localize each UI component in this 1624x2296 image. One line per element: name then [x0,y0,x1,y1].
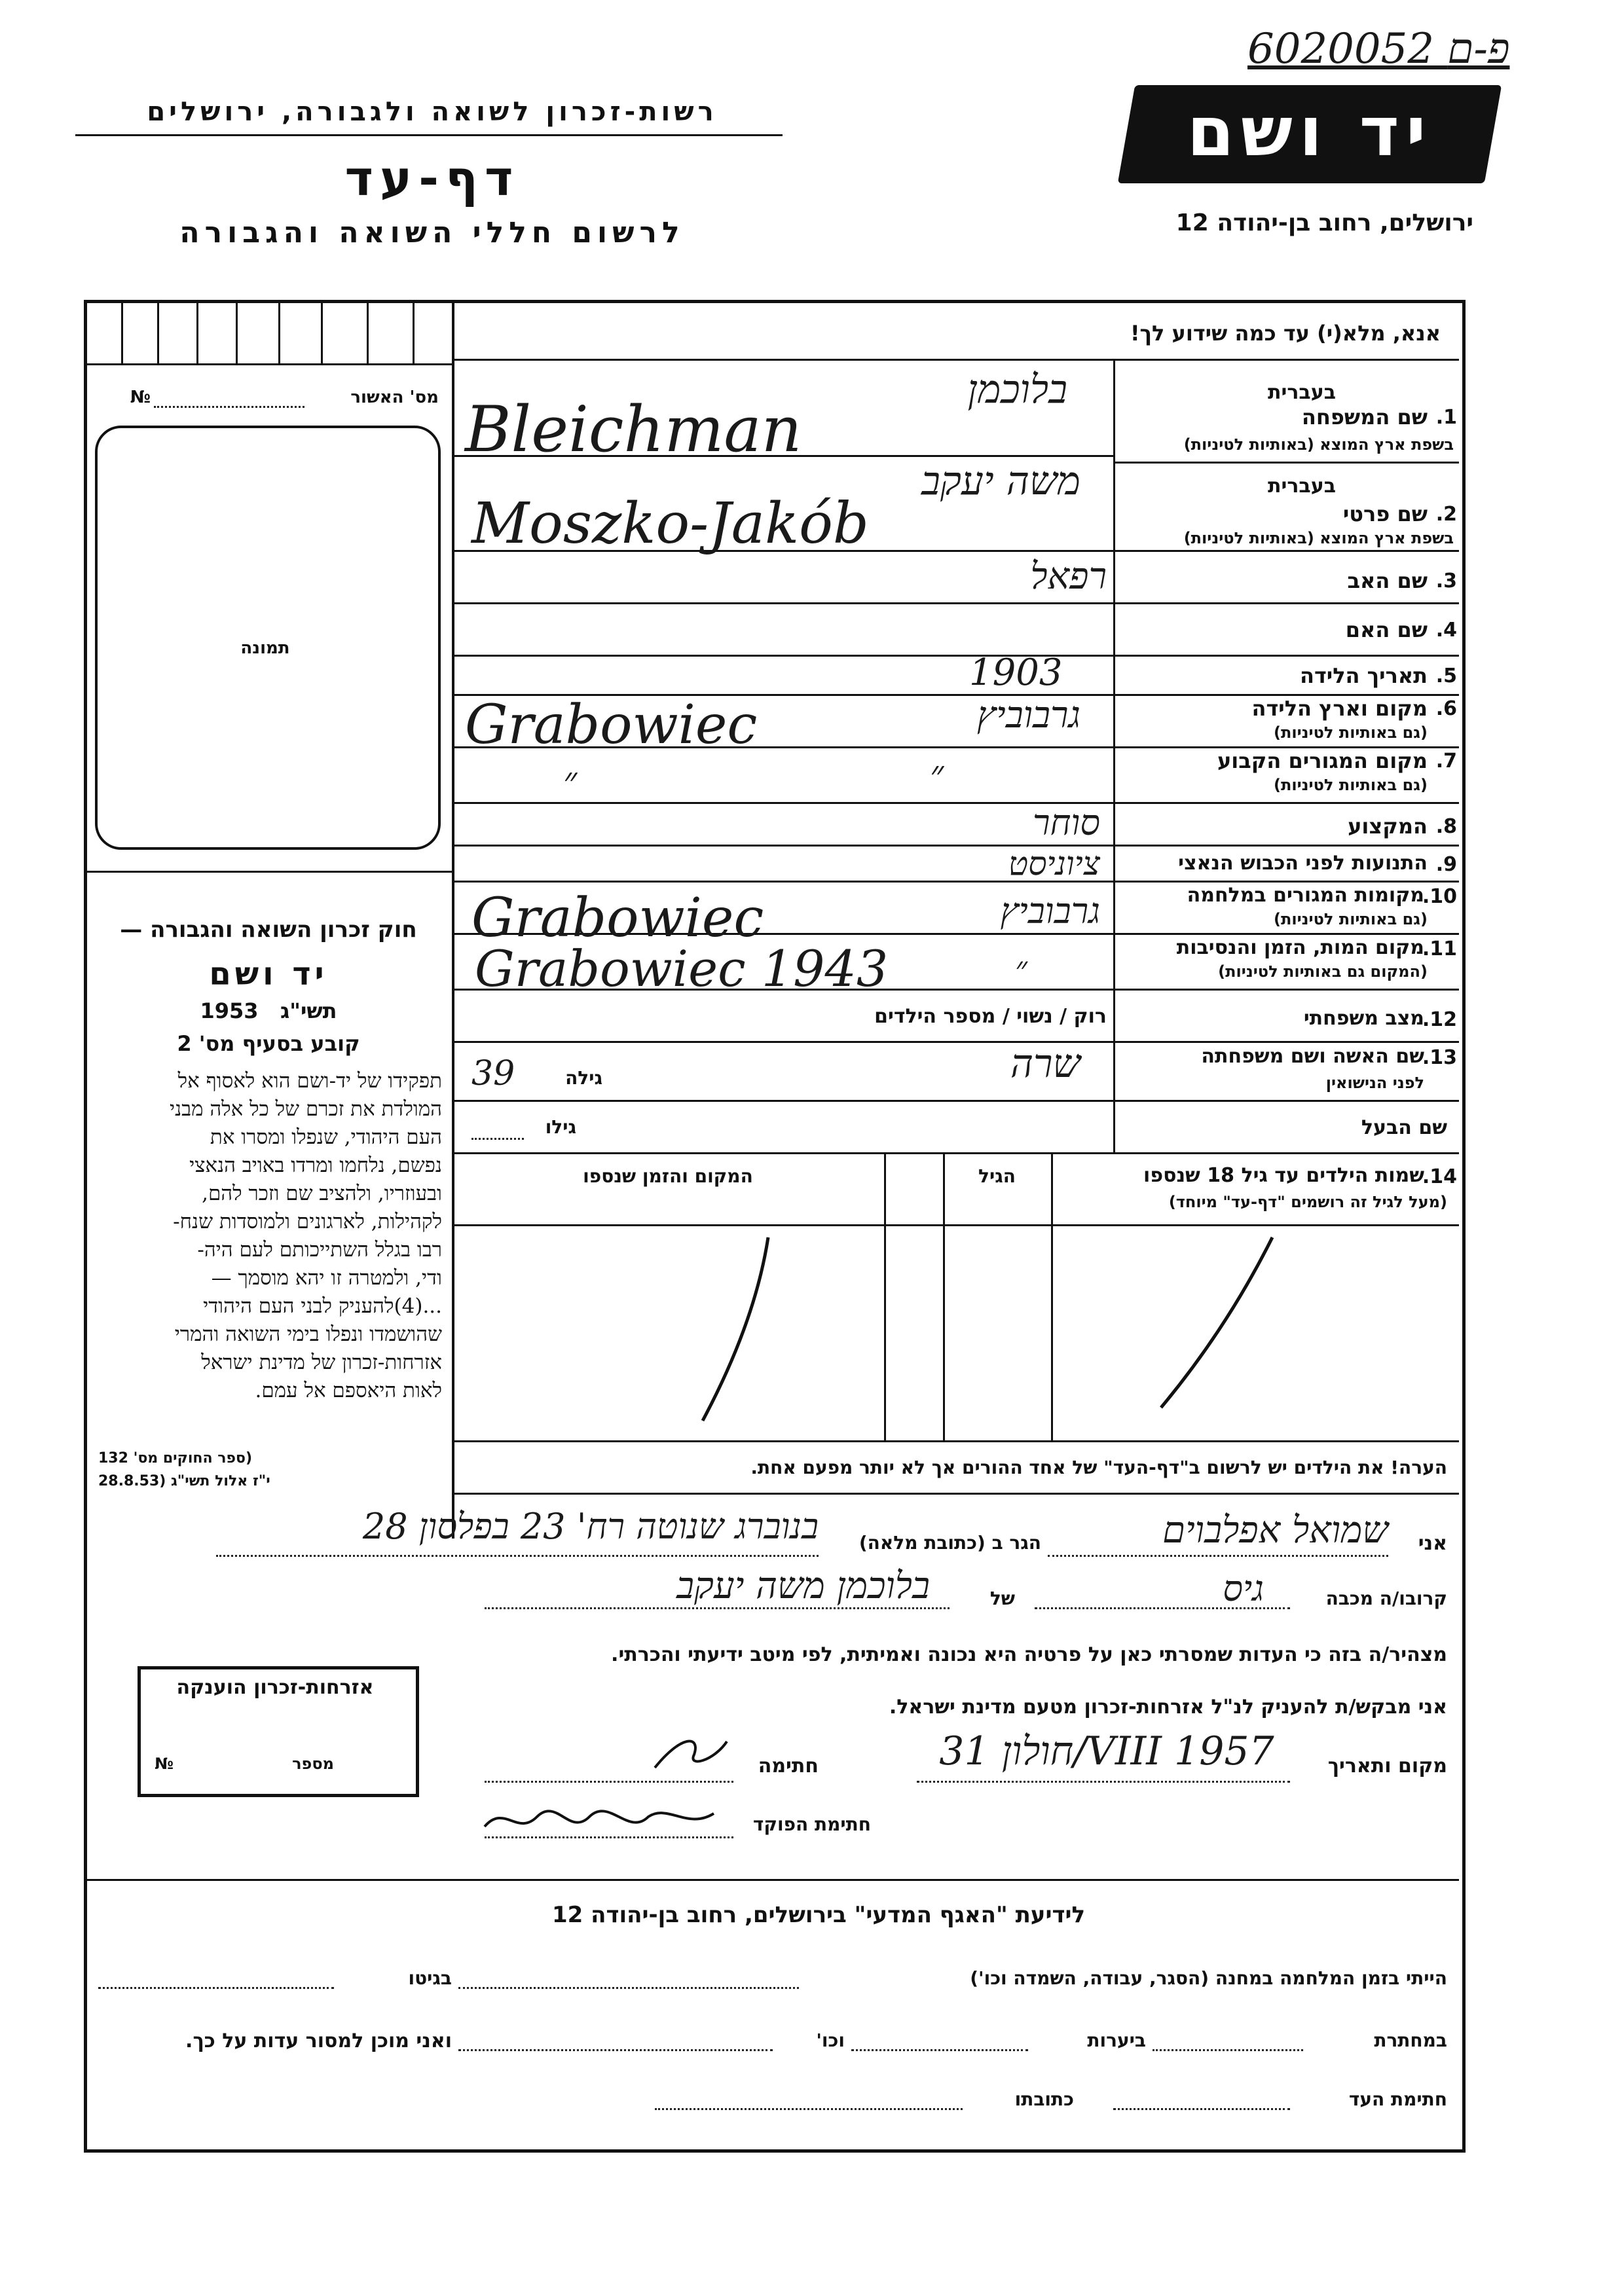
field-num-11: 11. [1422,938,1457,960]
children-col-place: המקום והזמן שנספו [583,1165,753,1187]
value-heb-11: ״ [1015,949,1027,987]
field-label-7: מקום המגורים הקבוע [1217,748,1428,773]
field-label-4: שם האם [1345,617,1428,642]
place-date-line [917,1781,1290,1783]
tick [157,301,159,363]
relation-value: גיס [1223,1568,1264,1609]
bottom-divider [86,1879,1459,1881]
value-lat-11: Grabowiec 1943 [475,939,889,998]
declarant-name-line [1048,1555,1388,1557]
law-line: המולדת את זכרם של כל אלה מבני [169,1097,442,1121]
field-num-6: 6. [1435,697,1457,720]
value-3: רפאל [1030,555,1107,598]
left-top-row-line [86,363,452,365]
strike-stroke [1161,1237,1272,1408]
authority-underline [75,134,783,136]
request: אני מבקש/ת להעניק לנ"ל אזרחות-זכרון מטעם מדינת ישראל. [889,1696,1447,1719]
place-date-label: מקום ותאריך [1327,1755,1447,1777]
approval-label: מס' האשור [350,388,439,407]
bottom-line1-dots [458,1987,799,1989]
law-text [98,1067,442,1405]
wife-age: 39 [471,1054,515,1093]
official-signature-stroke [485,1811,714,1827]
bottom-line3-a: חתימת העד [1348,2088,1447,2110]
husband-age-label: גילו [545,1116,576,1138]
field-num-1: 1. [1435,406,1457,429]
bottom-line1-a: הייתי בזמן המלחמה במחנה (הסגר, עבודה, השמדה וכו') [970,1967,1447,1989]
declarant-address: בנוברג שנוטה רח' 23 בפלסון 28 [362,1506,819,1547]
bottom-line1-b: בגיטו [408,1967,452,1989]
bottom-line3-dots [1113,2108,1290,2110]
law-year-heb: תשי"ג [280,998,337,1023]
tick [278,301,280,363]
remark-line [454,1493,1459,1495]
field-label-12: מצב משפחתי [1303,1007,1424,1030]
law-name: יד ושם [209,956,328,993]
field-label-10: מקומות המגורים במלחמה [1187,884,1424,907]
of-value: בלוכמן משה יעקב [676,1565,930,1607]
signature-label: חתימה [758,1755,819,1777]
intro-text: אנא, מלא(י) עד כמה שידוע לך! [1130,321,1441,346]
field-num-7: 7. [1435,750,1457,773]
value-heb-7: ״ [930,753,944,795]
row-line [454,655,1459,657]
value-heb-1: בלוכמן [967,367,1067,412]
law-line: רבו בגלל השתייכותם לעם היה- [197,1238,442,1262]
field-sub-1: בשפת ארץ המוצא (באותיות לטיניות) [1183,435,1454,454]
citizenship-box-no: מספר [292,1755,334,1773]
bottom-line2-dots [1153,2049,1303,2051]
address: ירושלים, רחוב בן-יהודה 12 [1175,210,1473,236]
strike-stroke [703,1237,768,1421]
intro-line [454,359,1459,361]
photo-box [95,426,441,850]
husband-label: שם הבעל [1361,1116,1447,1139]
value-8: סוחר [1032,802,1100,843]
of-label: של [989,1588,1015,1609]
value-5: 1903 [969,651,1063,694]
value-lat-1: Bleichman [465,393,802,466]
law-year [98,998,439,1023]
declarant-address-line [216,1555,819,1557]
declarant-name: שמואל אפלבוים [1162,1509,1388,1552]
law-line: נפשם, נלחמו ומרדו באויב הנאצי [189,1154,442,1177]
value-heb-6: גרבוביץ [976,694,1080,737]
field-num-2: 2. [1435,503,1457,526]
law-title: חוק זכרון השואה והגבורה — [120,917,417,943]
approval-no-mark: № [130,388,151,407]
value-lat-10: Grabowiec [471,887,764,949]
tick [236,301,238,363]
place-date-value: חולון 31/VIII 1957 [939,1728,1274,1774]
form-subtitle: לרשום חללי השואה והגבורה [179,216,685,249]
children-num: 14. [1422,1165,1457,1188]
value-9: ציוניסט [1008,845,1100,883]
children-title: שמות הילדים עד גיל 18 שנספו [1143,1164,1424,1187]
value-lat-2: Moszko-Jakób [471,491,869,556]
field-num-12: 12. [1422,1008,1457,1031]
declarant-signature [642,1728,733,1781]
bottom-line2-d: ואני מוכן למסור עדות על כך. [185,2030,452,2052]
wife-age-label: גילה [565,1067,602,1089]
tick [321,301,323,363]
law-section: קובע בסעיף מס' 2 [177,1031,360,1056]
relation-label: קרובו/ה מכבה [1325,1588,1447,1609]
official-signature-label: חתימת הפוקד [752,1813,871,1835]
field-num-8: 8. [1435,815,1457,838]
citizenship-box-no-mark: № [155,1755,174,1773]
field-sub-6: (גם באותיות לטיניות) [1274,723,1428,742]
field-label-5: תאריך הלידה [1299,663,1428,688]
of-line [485,1607,950,1609]
field-num-5: 5. [1435,665,1457,687]
law-line: העם היהודי, שנפלו ומסרו את [210,1125,442,1149]
field-label-8: המקצוע [1348,814,1428,839]
row-line [454,1100,1459,1102]
field-sub-2: בשפת ארץ המוצא (באותיות לטיניות) [1183,529,1454,547]
remark: הערה! את הילדים יש לרשום ב"דף-העד" של אחד ההורים אך לא יותר מפעם אחת. [750,1457,1447,1478]
value-lat-6: Grabowiec [465,694,758,756]
left-photo-bottom-line [86,871,452,873]
bottom-line2-a: במחתרת [1374,2030,1447,2051]
field-sub-10: (גם באותיות לטיניות) [1274,910,1428,928]
heb-tag-1: בעברית [1268,381,1336,404]
field-label-1: שם המשפחה [1301,405,1428,429]
bottom-line2-dots2 [851,2049,1028,2051]
relation-line [1035,1607,1290,1609]
tick [413,301,415,363]
law-year-num: 1953 [200,998,259,1023]
law-line: ...(4)להעניק לבני העם היהודי [203,1294,442,1318]
signature-stroke [655,1741,727,1768]
value-lat-7: ״ [563,759,578,802]
tick [121,301,123,363]
label-divider [1113,360,1115,1152]
children-col-age: הגיל [978,1165,1016,1187]
field-num-10: 10. [1422,885,1457,908]
declarant-lives-in: הגר ב (כתובת מלאה) [858,1532,1041,1554]
field-num-9: 9. [1435,853,1457,876]
husband-age-line [471,1138,524,1140]
bottom-line3-dots2 [655,2108,963,2110]
law-line: לקהילות, לארגונים ולמוסדות שנח- [173,1210,442,1233]
field-label-2: שם פרטי [1342,501,1428,526]
field-label-6: מקום וארץ הלידה [1251,696,1428,721]
value-heb-10: גרבוביץ [1000,890,1100,932]
law-line: ודי, ולמטרה זו יהא מוסמך — [211,1266,442,1290]
field-sub-13: לפני הנישואין [1325,1074,1424,1092]
law-line: לאות היאספם אל עמם. [255,1379,442,1402]
authority-title: רשות-זכרון לשואה ולגבורה, ירושלים [147,97,718,127]
signature-line [485,1781,733,1783]
citizenship-box-title: אזרחות-זכרון הוענקה [176,1676,374,1699]
declaration: מצהיר/ה בזה כי העדות שמסרתי כאן על פרטיה היא נכונה ואמיתית, לפי מיטב ידיעתי והכרתי. [611,1643,1447,1666]
bottom-line2-c: וכו' [816,2030,845,2051]
file-number: 6020052 פ-ם [1247,25,1510,73]
tick [367,301,369,363]
row-line [454,1152,1459,1154]
logo-text: יד ושם [1187,92,1433,172]
marital-options: רוק / נשוי / מספר הילדים [874,1005,1107,1028]
field-sub-11: (המקום גם באותיות לטיניות) [1218,962,1428,981]
children-strikethrough [454,1224,1459,1440]
declarant-ani: אני [1418,1532,1447,1555]
row-line [454,602,1459,604]
field-sub-7: (גם באותיות לטיניות) [1274,776,1428,794]
row-line [1113,462,1459,464]
field-num-13: 13. [1422,1046,1457,1069]
field-num-4: 4. [1435,619,1457,642]
law-line: תפקידו של יד-ושם הוא לאסוף אל [177,1069,442,1093]
field-num-3: 3. [1435,570,1457,592]
bottom-line1-dots2 [98,1987,334,1989]
law-line: ובעוזריו, ולהציב שם וזכר להם, [202,1182,442,1205]
bottom-line2-dots3 [458,2049,773,2051]
tick [196,301,198,363]
law-line: אזרחות-זכרון של מדינת ישראל [201,1351,442,1374]
field-label-13: שם האשה ושם משפחתה [1201,1045,1424,1068]
field-label-9: התנועות לפני הכבוש הנאצי [1178,852,1428,875]
field-label-3: שם האב [1347,568,1428,593]
field-label-11: מקום המות, הזמן והנסיבות [1176,936,1424,959]
photo-label: תמונה [240,638,290,658]
gazette: (ספר החוקים מס' 132 [98,1450,253,1467]
children-bottom-line [454,1440,1459,1442]
wife-name: שרה [1010,1041,1080,1087]
form-title: דף-עד [344,151,520,207]
bottom-line3-b: כתובתו [1014,2088,1074,2110]
value-heb-2: משה יעקב [921,458,1080,504]
bottom-line2-b: ביערות [1087,2030,1146,2051]
approval-line [154,406,304,408]
law-line: שהושמדו ונפלו בימי השואה והמרי [174,1322,442,1346]
gazette-date: י"ז אלול תשי"ג (28.8.53 [98,1473,270,1489]
children-note: (מעל לגיל זה רושמים "דף-עד" מיוחד) [1168,1193,1447,1211]
heb-tag-2: בעברית [1268,475,1336,498]
bottom-title: לידיעת "האגף המדעי" בירושלים, רחוב בן-יהודה 12 [551,1902,1086,1928]
official-signature-line [485,1836,733,1838]
